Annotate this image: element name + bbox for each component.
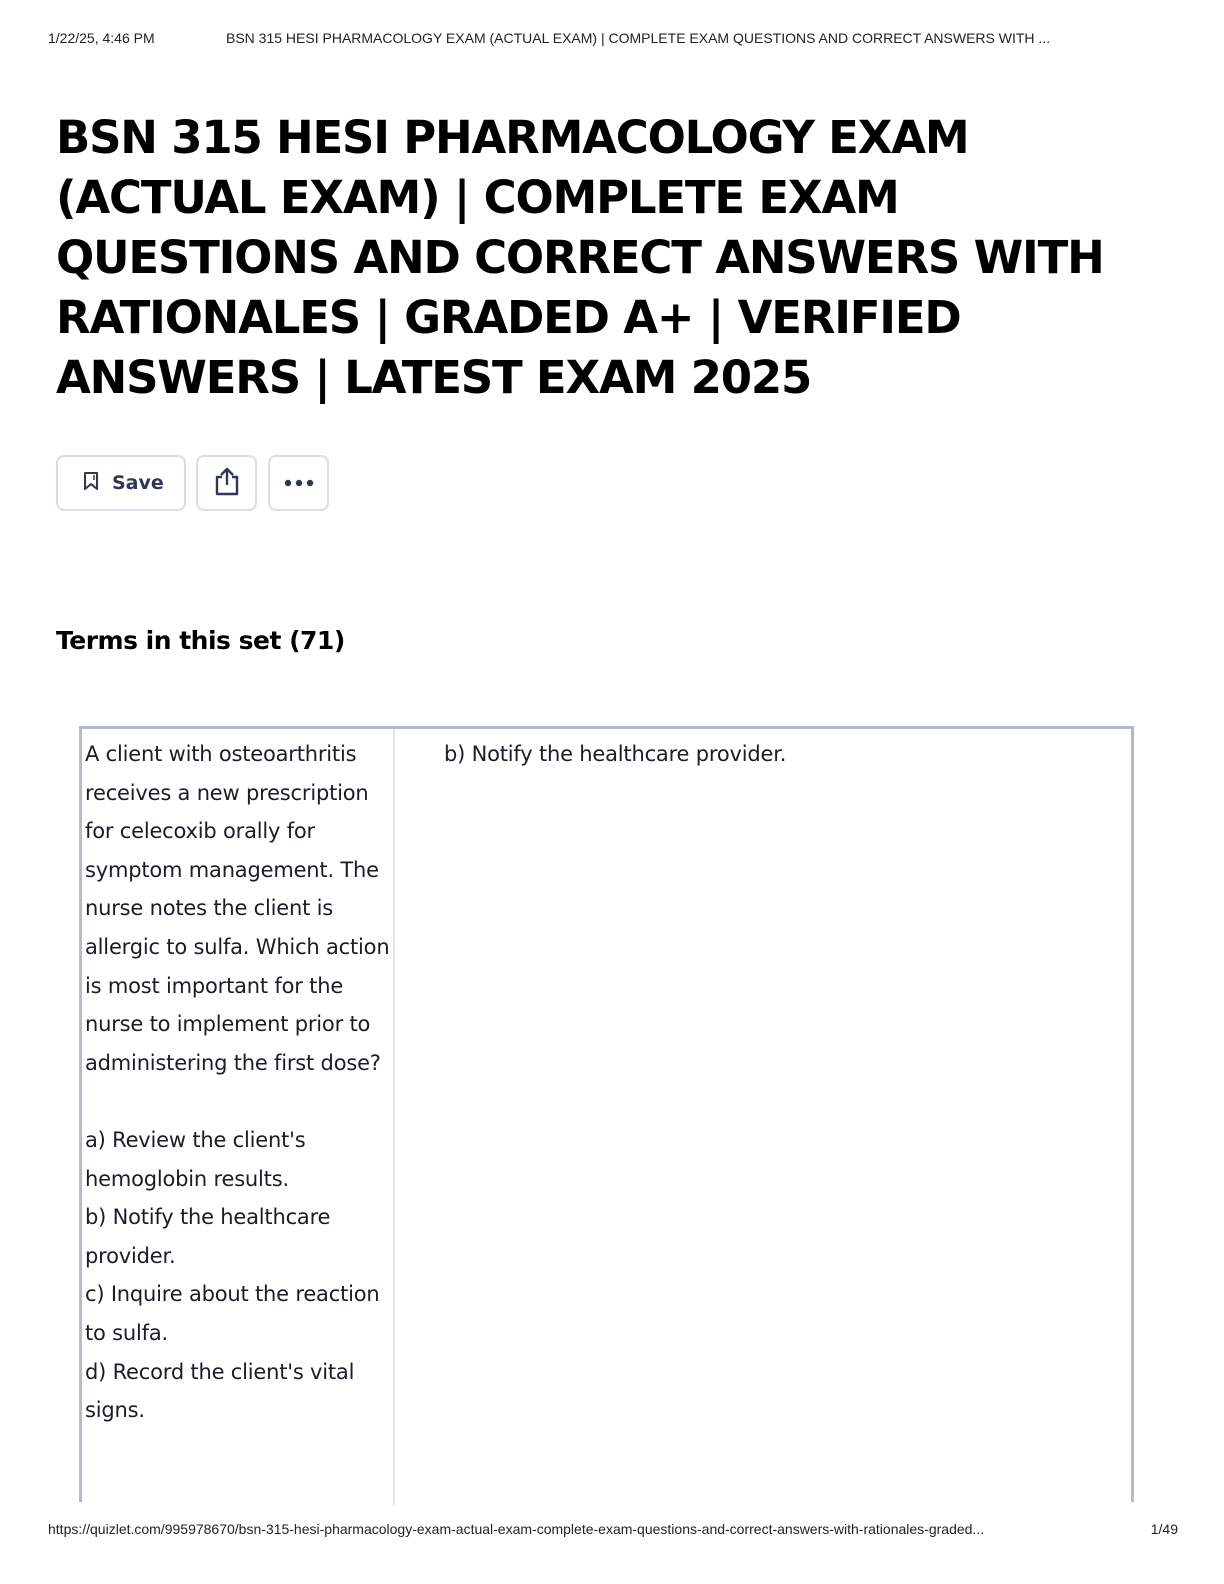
term-cell: A client with osteoarthritis receives a new prescription for celecoxib orally for symptom management. The nurse notes the client is allergic to sulfa. Which action is most important for the nurse to implement prior to administering the first dose? a) Review the client's hemoglobin results. b) Notify the healthcare provider. c) Inquire about the reaction to sulfa. d) Record the client's vital signs. (82, 729, 395, 1505)
definition-cell: b) Notify the healthcare provider. (444, 742, 787, 766)
share-button[interactable] (196, 455, 257, 511)
print-document-title: BSN 315 HESI PHARMACOLOGY EXAM (ACTUAL EXAM) | COMPLETE EXAM QUESTIONS AND CORRECT ANSWERS WITH ... (226, 30, 1051, 46)
print-footer (48, 1521, 1178, 1541)
terms-heading: Terms in this set (71) (56, 626, 345, 655)
print-url: https://quizlet.com/995978670/bsn-315-hesi-pharmacology-exam-actual-exam-complete-exam-questions-and-correct-answers-with-rationales-graded... (48, 1521, 985, 1537)
bookmark-icon (82, 471, 100, 496)
more-options-icon (284, 474, 314, 492)
page-title: BSN 315 HESI PHARMACOLOGY EXAM (ACTUAL EXAM) | COMPLETE EXAM QUESTIONS AND CORRECT ANSWERS WITH RATIONALES | GRADED A+ | VERIFIED ANSWERS | LATEST EXAM 2025 (56, 111, 1104, 404)
print-header (48, 30, 1178, 50)
share-icon (213, 466, 241, 501)
save-label: Save (112, 472, 164, 494)
save-button[interactable] (56, 455, 186, 511)
terms-table (79, 726, 1134, 1502)
term-row[interactable] (82, 729, 1131, 1502)
more-options-button[interactable] (268, 455, 329, 511)
page-number: 1/49 (1150, 1521, 1178, 1537)
print-datetime: 1/22/25, 4:46 PM (48, 30, 155, 46)
